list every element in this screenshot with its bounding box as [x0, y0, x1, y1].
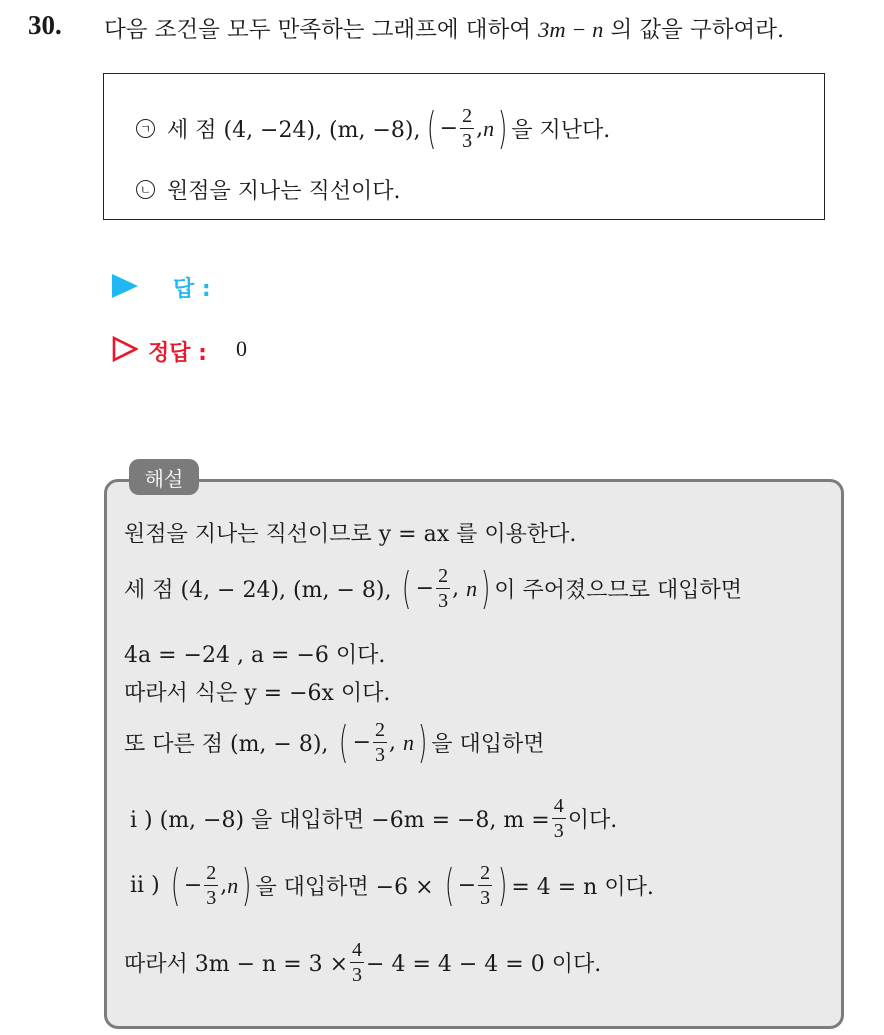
var-n: n — [403, 729, 415, 755]
explanation-line-7: ii ) ( − $\frac{2}{3}$ , n ) 을 대입하면 −6 × ( − $\frac{2}{3}$ ) = 4 = n 이다. — [130, 859, 654, 911]
explanation-line-2-suffix: 이 주어졌으므로 대입하면 — [494, 578, 743, 603]
condition-b-text: 원점을 지나는 직선이다. — [167, 179, 401, 204]
explanation-line-1: 원점을 지나는 직선이므로 y = ax 를 이용한다. — [124, 522, 577, 547]
question-number: 30. — [28, 10, 62, 40]
question-text — [104, 12, 784, 44]
circled-a-marker: ㄱ — [136, 119, 155, 138]
correct-answer-arrow-icon — [112, 336, 138, 366]
explanation-line-7-mid: 을 대입하면 −6 × — [255, 875, 434, 900]
explanation-line-2: 세 점 (4, − 24), (m, − 8), ( − $\frac{2}{3}$ , n ) 이 주어졌으므로 대입하면 — [124, 562, 743, 614]
explanation-line-7-prefix: ii ) — [130, 873, 160, 898]
answer-label: 답 : — [173, 277, 211, 302]
var-n: n — [483, 115, 495, 141]
correct-answer-value: 0 — [236, 336, 247, 361]
explanation-line-7-suffix: = 4 = n 이다. — [511, 875, 654, 900]
correct-answer-label: 정답 : — [148, 341, 207, 366]
circled-b-marker: ㄴ — [136, 180, 155, 199]
fraction-four-thirds: $\frac{4}{3}$ — [352, 939, 363, 986]
explanation-line-8-prefix: 따라서 3m − n = 3 × — [124, 952, 349, 977]
explanation-line-2-prefix: 세 점 (4, − 24), (m, − 8), — [124, 578, 392, 603]
question-text-before: 다음 조건을 모두 만족하는 그래프에 대하여 — [104, 17, 539, 43]
fraction-two-thirds: $\frac{2}{3}$ — [206, 862, 217, 909]
explanation-line-6-prefix: i ) (m, −8) 을 대입하면 −6m = −8, m = — [130, 808, 550, 833]
fraction-two-thirds: $\frac{2}{3}$ — [375, 719, 386, 766]
answer-arrow-icon — [112, 274, 138, 302]
question-text-after: 의 값을 구하여라. — [603, 17, 785, 43]
var-n: n — [227, 872, 239, 898]
explanation-line-6-suffix: 이다. — [567, 808, 618, 833]
fraction-two-thirds: $\frac{2}{3}$ — [480, 862, 491, 909]
explanation-line-8 — [124, 940, 601, 985]
condition-a: ㄱ 세 점 (4, −24), (m, −8), ( − $\frac{2}{3}$ , n ) 을 지난다. — [136, 106, 610, 151]
var-n: n — [466, 575, 478, 601]
explanation-tag: 해설 — [129, 459, 199, 495]
explanation-line-8-suffix: − 4 = 4 − 4 = 0 이다. — [366, 952, 602, 977]
fraction-two-thirds: $\frac{2}{3}$ — [438, 565, 449, 612]
condition-a-suffix: 을 지난다. — [511, 118, 611, 143]
conditions-box — [103, 73, 825, 220]
explanation-line-6 — [130, 796, 617, 841]
fraction-four-thirds: $\frac{4}{3}$ — [553, 795, 564, 842]
explanation-line-4: 따라서 식은 y = −6x 이다. — [124, 681, 391, 706]
question-expression: 3m − n — [538, 17, 604, 42]
fraction-two-thirds: $\frac{2}{3}$ — [462, 105, 473, 152]
explanation-line-5-suffix: 을 대입하면 — [431, 732, 545, 757]
explanation-line-3: 4a = −24 , a = −6 이다. — [124, 643, 386, 668]
explanation-line-5-prefix: 또 다른 점 (m, − 8), — [124, 732, 329, 757]
explanation-line-5: 또 다른 점 (m, − 8), ( − $\frac{2}{3}$ , n ) 을 대입하면 — [124, 716, 545, 768]
condition-b — [136, 174, 401, 205]
condition-a-prefix: 세 점 (4, −24), (m, −8), — [167, 118, 421, 143]
